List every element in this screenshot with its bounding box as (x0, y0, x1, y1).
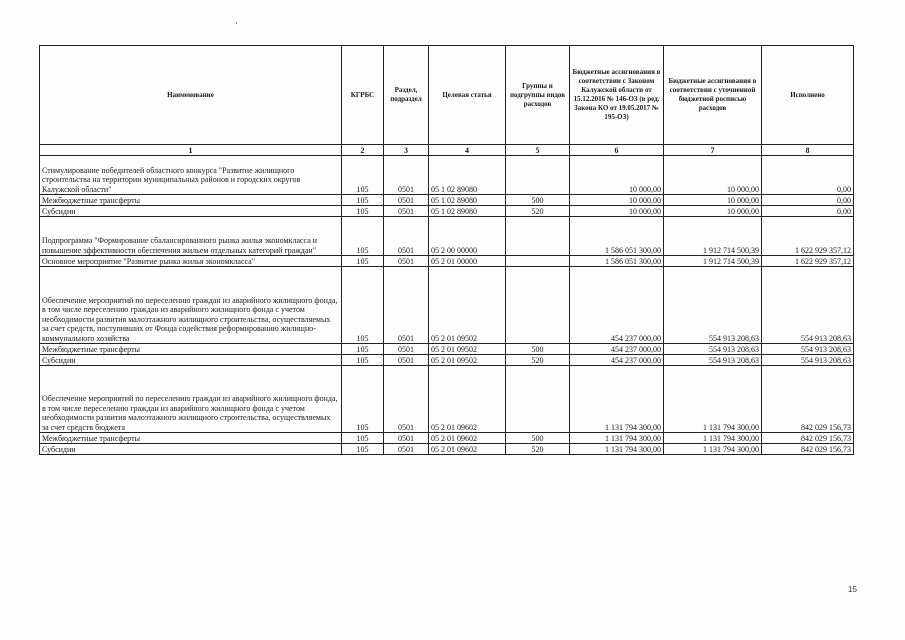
table-row (40, 366, 854, 433)
row-refined-allocation: 1 912 714 500,39 (664, 217, 762, 256)
row-expense-group: 520 (506, 206, 570, 217)
row-kgrbs: 105 (342, 267, 384, 344)
row-target-article: 05 2 01 00000 (429, 256, 506, 267)
row-name: Стимулирование победителей областного конкурса "Развитие жилищного строительства на территории муниципальных районов и городских округов Калужской области" (40, 156, 342, 195)
row-executed: 554 913 208,63 (762, 344, 854, 355)
row-target-article: 05 2 01 09602 (429, 366, 506, 433)
table-row (40, 206, 854, 217)
row-executed: 0,00 (762, 206, 854, 217)
row-expense-group: 500 (506, 433, 570, 444)
col-number: 4 (429, 145, 506, 156)
header-row (40, 46, 854, 145)
row-name: Основное мероприятие "Развитие рынка жилья экономкласса" (40, 256, 342, 267)
column-number-row (40, 145, 854, 156)
row-law-allocation: 10 000,00 (570, 195, 664, 206)
row-executed: 554 913 208,63 (762, 267, 854, 344)
row-section: 0501 (384, 206, 429, 217)
row-refined-allocation: 1 131 794 300,00 (664, 444, 762, 455)
row-law-allocation: 1 131 794 300,00 (570, 366, 664, 433)
row-target-article: 05 2 01 09602 (429, 444, 506, 455)
row-law-allocation: 10 000,00 (570, 206, 664, 217)
col-number: 6 (570, 145, 664, 156)
table-row (40, 256, 854, 267)
row-executed: 0,00 (762, 156, 854, 195)
row-section: 0501 (384, 433, 429, 444)
row-section: 0501 (384, 217, 429, 256)
table-row (40, 433, 854, 444)
col-header-refined-allocations: Бюджетные ассигнования в соответствии с уточненной бюджетной росписью расходов (664, 46, 762, 145)
row-name: Межбюджетные трансферты (40, 195, 342, 206)
row-refined-allocation: 554 913 208,63 (664, 267, 762, 344)
row-kgrbs: 105 (342, 206, 384, 217)
row-law-allocation: 454 237 000,00 (570, 344, 664, 355)
row-executed: 842 029 156,73 (762, 444, 854, 455)
col-number: 5 (506, 145, 570, 156)
row-target-article: 05 1 02 89080 (429, 195, 506, 206)
row-kgrbs: 105 (342, 355, 384, 366)
row-expense-group (506, 217, 570, 256)
row-refined-allocation: 1 131 794 300,00 (664, 366, 762, 433)
row-name: Субсидии (40, 444, 342, 455)
table-row (40, 355, 854, 366)
row-law-allocation: 454 237 000,00 (570, 355, 664, 366)
table-row (40, 344, 854, 355)
row-section: 0501 (384, 156, 429, 195)
row-kgrbs: 105 (342, 433, 384, 444)
scan-speck (236, 22, 237, 24)
row-kgrbs: 105 (342, 444, 384, 455)
row-law-allocation: 1 586 051 300,00 (570, 217, 664, 256)
row-executed: 1 622 929 357,12 (762, 256, 854, 267)
row-refined-allocation: 554 913 208,63 (664, 355, 762, 366)
col-header-section: Раздел, подраздел (384, 46, 429, 145)
row-name: Субсидии (40, 355, 342, 366)
col-number: 1 (40, 145, 342, 156)
row-expense-group: 520 (506, 355, 570, 366)
row-kgrbs: 105 (342, 156, 384, 195)
col-header-expense-groups: Группы и подгруппы видов расходов (506, 46, 570, 145)
row-expense-group: 520 (506, 444, 570, 455)
row-refined-allocation: 1 912 714 500,39 (664, 256, 762, 267)
row-expense-group (506, 366, 570, 433)
col-header-kgrbs: КГРБС (342, 46, 384, 145)
row-section: 0501 (384, 267, 429, 344)
row-refined-allocation: 10 000,00 (664, 195, 762, 206)
row-law-allocation: 1 131 794 300,00 (570, 444, 664, 455)
page-number: 15 (848, 585, 857, 594)
row-section: 0501 (384, 344, 429, 355)
row-kgrbs: 105 (342, 195, 384, 206)
row-section: 0501 (384, 256, 429, 267)
row-executed: 554 913 208,63 (762, 355, 854, 366)
row-name: Межбюджетные трансферты (40, 344, 342, 355)
row-name: Обеспечение мероприятий по переселению граждан из аварийного жилищного фонда, в том числе переселению граждан из аварийного жилищного фонда с учетом необходимости развития малоэтажного жилищного строительства, осуществляемых за счет средств, поступивших от Фонда содействия реформированию жилищно-коммунального хозяйства (40, 267, 342, 344)
row-refined-allocation: 10 000,00 (664, 156, 762, 195)
row-name: Межбюджетные трансферты (40, 433, 342, 444)
table-row (40, 267, 854, 344)
row-refined-allocation: 554 913 208,63 (664, 344, 762, 355)
col-header-target-article: Целевая статья (429, 46, 506, 145)
budget-table (39, 45, 854, 455)
row-law-allocation: 454 237 000,00 (570, 267, 664, 344)
table-row (40, 217, 854, 256)
row-executed: 842 029 156,73 (762, 433, 854, 444)
row-refined-allocation: 10 000,00 (664, 206, 762, 217)
row-kgrbs: 105 (342, 256, 384, 267)
row-name: Субсидии (40, 206, 342, 217)
row-target-article: 05 2 01 09502 (429, 267, 506, 344)
row-name: Подпрограмма "Формирование сбалансированного рынка жилья экономкласса и повышение эффективности обеспечения жильем отдельных категорий граждан" (40, 217, 342, 256)
row-kgrbs: 105 (342, 366, 384, 433)
row-target-article: 05 2 00 00000 (429, 217, 506, 256)
row-section: 0501 (384, 366, 429, 433)
row-executed: 0,00 (762, 195, 854, 206)
row-kgrbs: 105 (342, 217, 384, 256)
row-expense-group (506, 156, 570, 195)
row-expense-group: 500 (506, 195, 570, 206)
col-header-executed: Исполнено (762, 46, 854, 145)
col-header-name: Наименование (40, 46, 342, 145)
table-row (40, 156, 854, 195)
row-executed: 842 029 156,73 (762, 366, 854, 433)
col-header-law-allocations: Бюджетные ассигнования в соответствии с Законом Калужской области от 15.12.2016 № 146-ОЗ (в ред. Закона КО от 19.05.2017 № 195-ОЗ) (570, 46, 664, 145)
row-refined-allocation: 1 131 794 300,00 (664, 433, 762, 444)
row-executed: 1 622 929 357,12 (762, 217, 854, 256)
row-section: 0501 (384, 195, 429, 206)
row-target-article: 05 1 02 89080 (429, 206, 506, 217)
col-number: 3 (384, 145, 429, 156)
col-number: 8 (762, 145, 854, 156)
row-law-allocation: 1 586 051 300,00 (570, 256, 664, 267)
table-row (40, 444, 854, 455)
row-law-allocation: 10 000,00 (570, 156, 664, 195)
row-target-article: 05 1 02 89080 (429, 156, 506, 195)
col-number: 7 (664, 145, 762, 156)
row-expense-group (506, 267, 570, 344)
row-expense-group (506, 256, 570, 267)
row-target-article: 05 2 01 09502 (429, 344, 506, 355)
row-section: 0501 (384, 444, 429, 455)
table-row (40, 195, 854, 206)
row-section: 0501 (384, 355, 429, 366)
row-expense-group: 500 (506, 344, 570, 355)
row-kgrbs: 105 (342, 344, 384, 355)
row-name: Обеспечение мероприятий по переселению граждан из аварийного жилищного фонда, в том числе переселению граждан из аварийного жилищного фонда с учетом необходимости развития малоэтажного жилищного строительства, осуществляемых за счет средств бюджета (40, 366, 342, 433)
row-law-allocation: 1 131 794 300,00 (570, 433, 664, 444)
table-body (40, 156, 854, 455)
col-number: 2 (342, 145, 384, 156)
row-target-article: 05 2 01 09502 (429, 355, 506, 366)
row-target-article: 05 2 01 09602 (429, 433, 506, 444)
